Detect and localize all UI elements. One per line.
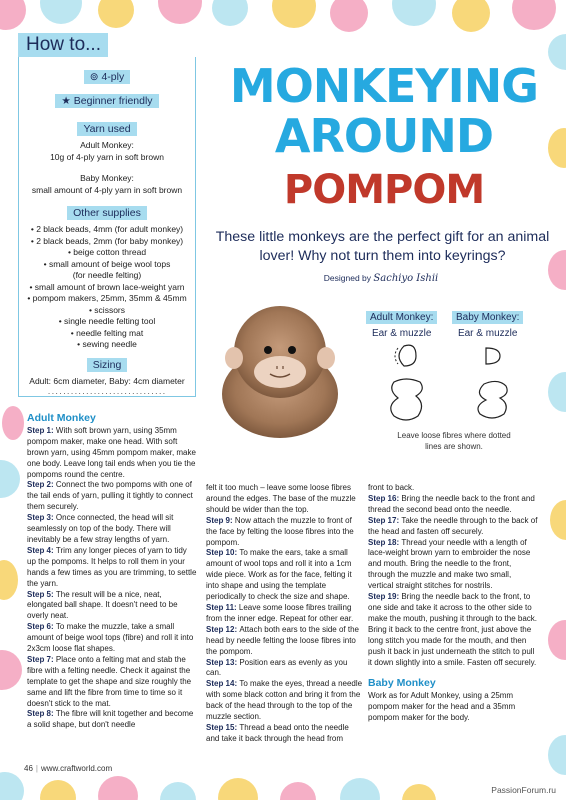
instruction-step xyxy=(368,538,538,593)
supply-item: • scissors xyxy=(88,304,126,315)
instruction-step xyxy=(27,655,197,710)
step-label: Step 12: xyxy=(206,624,240,634)
baby-monkey-heading: Baby Monkey xyxy=(368,677,436,690)
dotted-divider: ······························· xyxy=(47,387,167,398)
step-text: To make the eyes, thread a needle with some black cotton and bring it from the back of the head through to the top of the muzzle section. xyxy=(206,679,363,722)
designer-credit: Designed by Sachiyo Ishii xyxy=(323,273,439,284)
step-label: Step 10: xyxy=(206,548,240,558)
step-label: Step 18: xyxy=(368,537,402,547)
ear-muzzle-templates xyxy=(386,340,536,430)
star-icon: ★ xyxy=(61,95,74,107)
supply-item: • small amount of brown lace-weight yarn xyxy=(29,281,185,292)
supply-item: (for needle felting) xyxy=(72,270,142,280)
level-badge: ★ Beginner friendly xyxy=(55,94,158,108)
step-text: Now attach the muzzle to front of the face by felting the loose fibres into the pompom. xyxy=(206,515,354,547)
instruction-step xyxy=(27,480,197,513)
website-link[interactable]: www.craftworld.com xyxy=(40,764,113,773)
step-label: Step 19: xyxy=(368,592,402,602)
pompom-monkey-image xyxy=(200,300,360,440)
yarn-baby-label: Baby Monkey: xyxy=(80,173,134,183)
instruction-step xyxy=(27,622,197,655)
ply-badge: ⊚ 4-ply xyxy=(84,70,130,84)
yarn-adult-label: Adult Monkey: xyxy=(80,140,134,150)
instruction-step xyxy=(368,516,538,538)
step-label: Step 16: xyxy=(368,493,402,503)
step-text: Attach both ears to the side of the head by needle felting the loose fibres into the pompom. xyxy=(206,624,359,656)
how-to-header: How to... xyxy=(18,33,108,57)
yarn-adult-text: 10g of 4-ply yarn in soft brown xyxy=(50,151,164,162)
step-label: Step 8: xyxy=(27,709,56,719)
instruction-step xyxy=(27,426,197,481)
step-text: To make the ears, take a small amount of wool tops and roll it into a 1cm wide piece. Work as for the face, felting it into shape and using the template periodically to check the size and shape. xyxy=(206,548,352,602)
step-label: Step 1: xyxy=(27,425,56,435)
step-label: Step 11: xyxy=(206,602,239,612)
yarn-baby-text: small amount of 4-ply yarn in soft brown xyxy=(31,184,183,195)
step-text: Position ears as evenly as you can. xyxy=(206,657,348,678)
instructions-column-3 xyxy=(368,483,538,724)
instruction-step xyxy=(368,592,538,668)
adult-template-label: Adult Monkey: Ear & muzzle xyxy=(366,311,437,339)
step-text: With soft brown yarn, using 35mm pompom maker, make one head. With soft brown yarn, using 45mm pompom maker, make one body. Leave long tail ends when you tie the pompoms round the centre. xyxy=(27,425,196,479)
step-text: Connect the two pompoms with one of the tail ends of yarn, pulling it tightly to connect them securely. xyxy=(27,480,193,512)
step-label: Step 5: xyxy=(27,589,56,599)
step-label: Step 2: xyxy=(27,480,56,490)
instructions-column-2 xyxy=(206,483,364,745)
instruction-step xyxy=(206,625,364,658)
step-text: Place onto a felting mat and stab the fibre with a felting needle. Check it against the template to get the shape and size roughly the same and lift the fibre from time to time so it doesn't stick to the mat. xyxy=(27,654,192,708)
supply-item: • 2 black beads, 2mm (for baby monkey) xyxy=(30,235,184,246)
step-text: Bring the needle back to the front, to one side and take it across to the other side to make the mouth, pushing it through to the back. Bring it back to the centre front, just above the long stitch you made for the mouth, and then push it back in just underneath the stitch to pull it down slightly into a smile. Fasten off securely. xyxy=(368,592,537,667)
watermark: PassionForum.ru xyxy=(491,785,556,795)
step-text: The fibre will knit together and become a solid shape, but don't needle xyxy=(27,709,194,730)
supplies-heading: Other supplies xyxy=(67,206,147,220)
supply-item: • sewing needle xyxy=(77,339,137,349)
instruction-step xyxy=(206,658,364,680)
instruction-step xyxy=(27,546,197,590)
baby-template-label: Baby Monkey: Ear & muzzle xyxy=(452,311,523,339)
title-line-1: MONKEYING xyxy=(229,59,539,113)
step-text: Once connected, the head will sit seamlessly on top of the body. There will inevitably be a few stray lengths of yarn. xyxy=(27,513,174,544)
instruction-step xyxy=(368,494,538,516)
step-text: Thread your needle with a length of lace-weight brown yarn to embroider the nose and mouth. Bring the needle to the front, through the muzzle and make two small, vertical straight stitches for nostrils. xyxy=(368,537,531,591)
step-text: Thread a bead onto the needle and take it back through the head from xyxy=(206,722,349,743)
step-text: Leave some loose fibres trailing from the inner edge. Repeat for other ear. xyxy=(206,602,354,623)
column-2-lead: felt it too much – leave some loose fibres around the edges. The base of the muzzle should be wider than the top. xyxy=(206,483,356,514)
step-label: Step 9: xyxy=(206,515,235,525)
instruction-step xyxy=(206,548,364,603)
how-to-panel xyxy=(18,57,196,397)
step-label: Step 4: xyxy=(27,545,56,555)
yarn-heading: Yarn used xyxy=(77,122,136,136)
instruction-step xyxy=(206,723,364,745)
step-label: Step 15: xyxy=(206,722,240,732)
supplies-section xyxy=(19,203,195,351)
supply-item: • needle felting mat xyxy=(70,327,144,338)
sizing-section xyxy=(19,355,195,399)
step-label: Step 6: xyxy=(27,622,56,632)
supply-item: • small amount of beige wool tops xyxy=(43,258,171,269)
instruction-step xyxy=(206,516,364,549)
sizing-text: Adult: 6cm diameter, Baby: 4cm diameter xyxy=(29,376,185,386)
sizing-heading: Sizing xyxy=(87,358,128,372)
supply-item: • beige cotton thread xyxy=(67,247,147,257)
page-number: 46 xyxy=(24,764,33,773)
intro-text: These little monkeys are the perfect gift for an animal lover! Why not turn them into keyrings? xyxy=(215,229,550,264)
designer-signature: Sachiyo Ishii xyxy=(373,273,439,284)
step-text: Trim any longer pieces of yarn to tidy up the pompoms. It helps to roll them in your hands a few times as you are trimming, to settle the yarn. xyxy=(27,545,197,588)
column-3-lead: front to back. xyxy=(368,483,415,492)
step-text: Bring the needle back to the front and thread the second bead onto the needle. xyxy=(368,493,535,514)
adult-monkey-heading: Adult Monkey xyxy=(27,412,96,424)
instruction-step xyxy=(27,590,197,623)
step-label: Step 14: xyxy=(206,679,240,689)
instruction-step xyxy=(206,679,364,723)
step-label: Step 3: xyxy=(27,513,56,523)
instruction-step xyxy=(27,709,197,731)
instructions-column-1 xyxy=(27,413,197,731)
page-footer: 46 | www.craftworld.com xyxy=(24,764,113,773)
title-line-3: POMPOM xyxy=(283,167,485,213)
step-text: To make the muzzle, take a small amount of beige wool tops (fibre) and roll it into 2x3cm loose flat shapes. xyxy=(27,622,194,654)
supplies-list xyxy=(19,224,195,351)
baby-monkey-text: Work as for Adult Monkey, using a 25mm pompom maker for the head and a 35mm pompom maker for the body. xyxy=(368,691,516,723)
template-note: Leave loose fibres where dotted lines are shown. xyxy=(397,431,511,451)
instruction-step xyxy=(27,513,197,546)
supply-item: • single needle felting tool xyxy=(58,316,156,326)
supply-item: • 2 black beads, 4mm (for adult monkey) xyxy=(30,224,184,234)
step-text: Take the needle through to the back of the head and fasten off securely. xyxy=(368,515,538,536)
step-label: Step 7: xyxy=(27,654,56,664)
step-text: The result will be a nice, neat, elongated ball shape. It doesn't need to be overly neat. xyxy=(27,589,178,621)
yarn-section xyxy=(19,119,195,196)
title-line-2: AROUND xyxy=(274,109,494,163)
step-label: Step 17: xyxy=(368,515,402,525)
yarn-ball-icon: ⊚ xyxy=(89,71,102,83)
step-label: Step 13: xyxy=(206,657,240,667)
supply-item: • pompom makers, 25mm, 35mm & 45mm xyxy=(27,293,187,303)
instruction-step xyxy=(206,603,364,625)
